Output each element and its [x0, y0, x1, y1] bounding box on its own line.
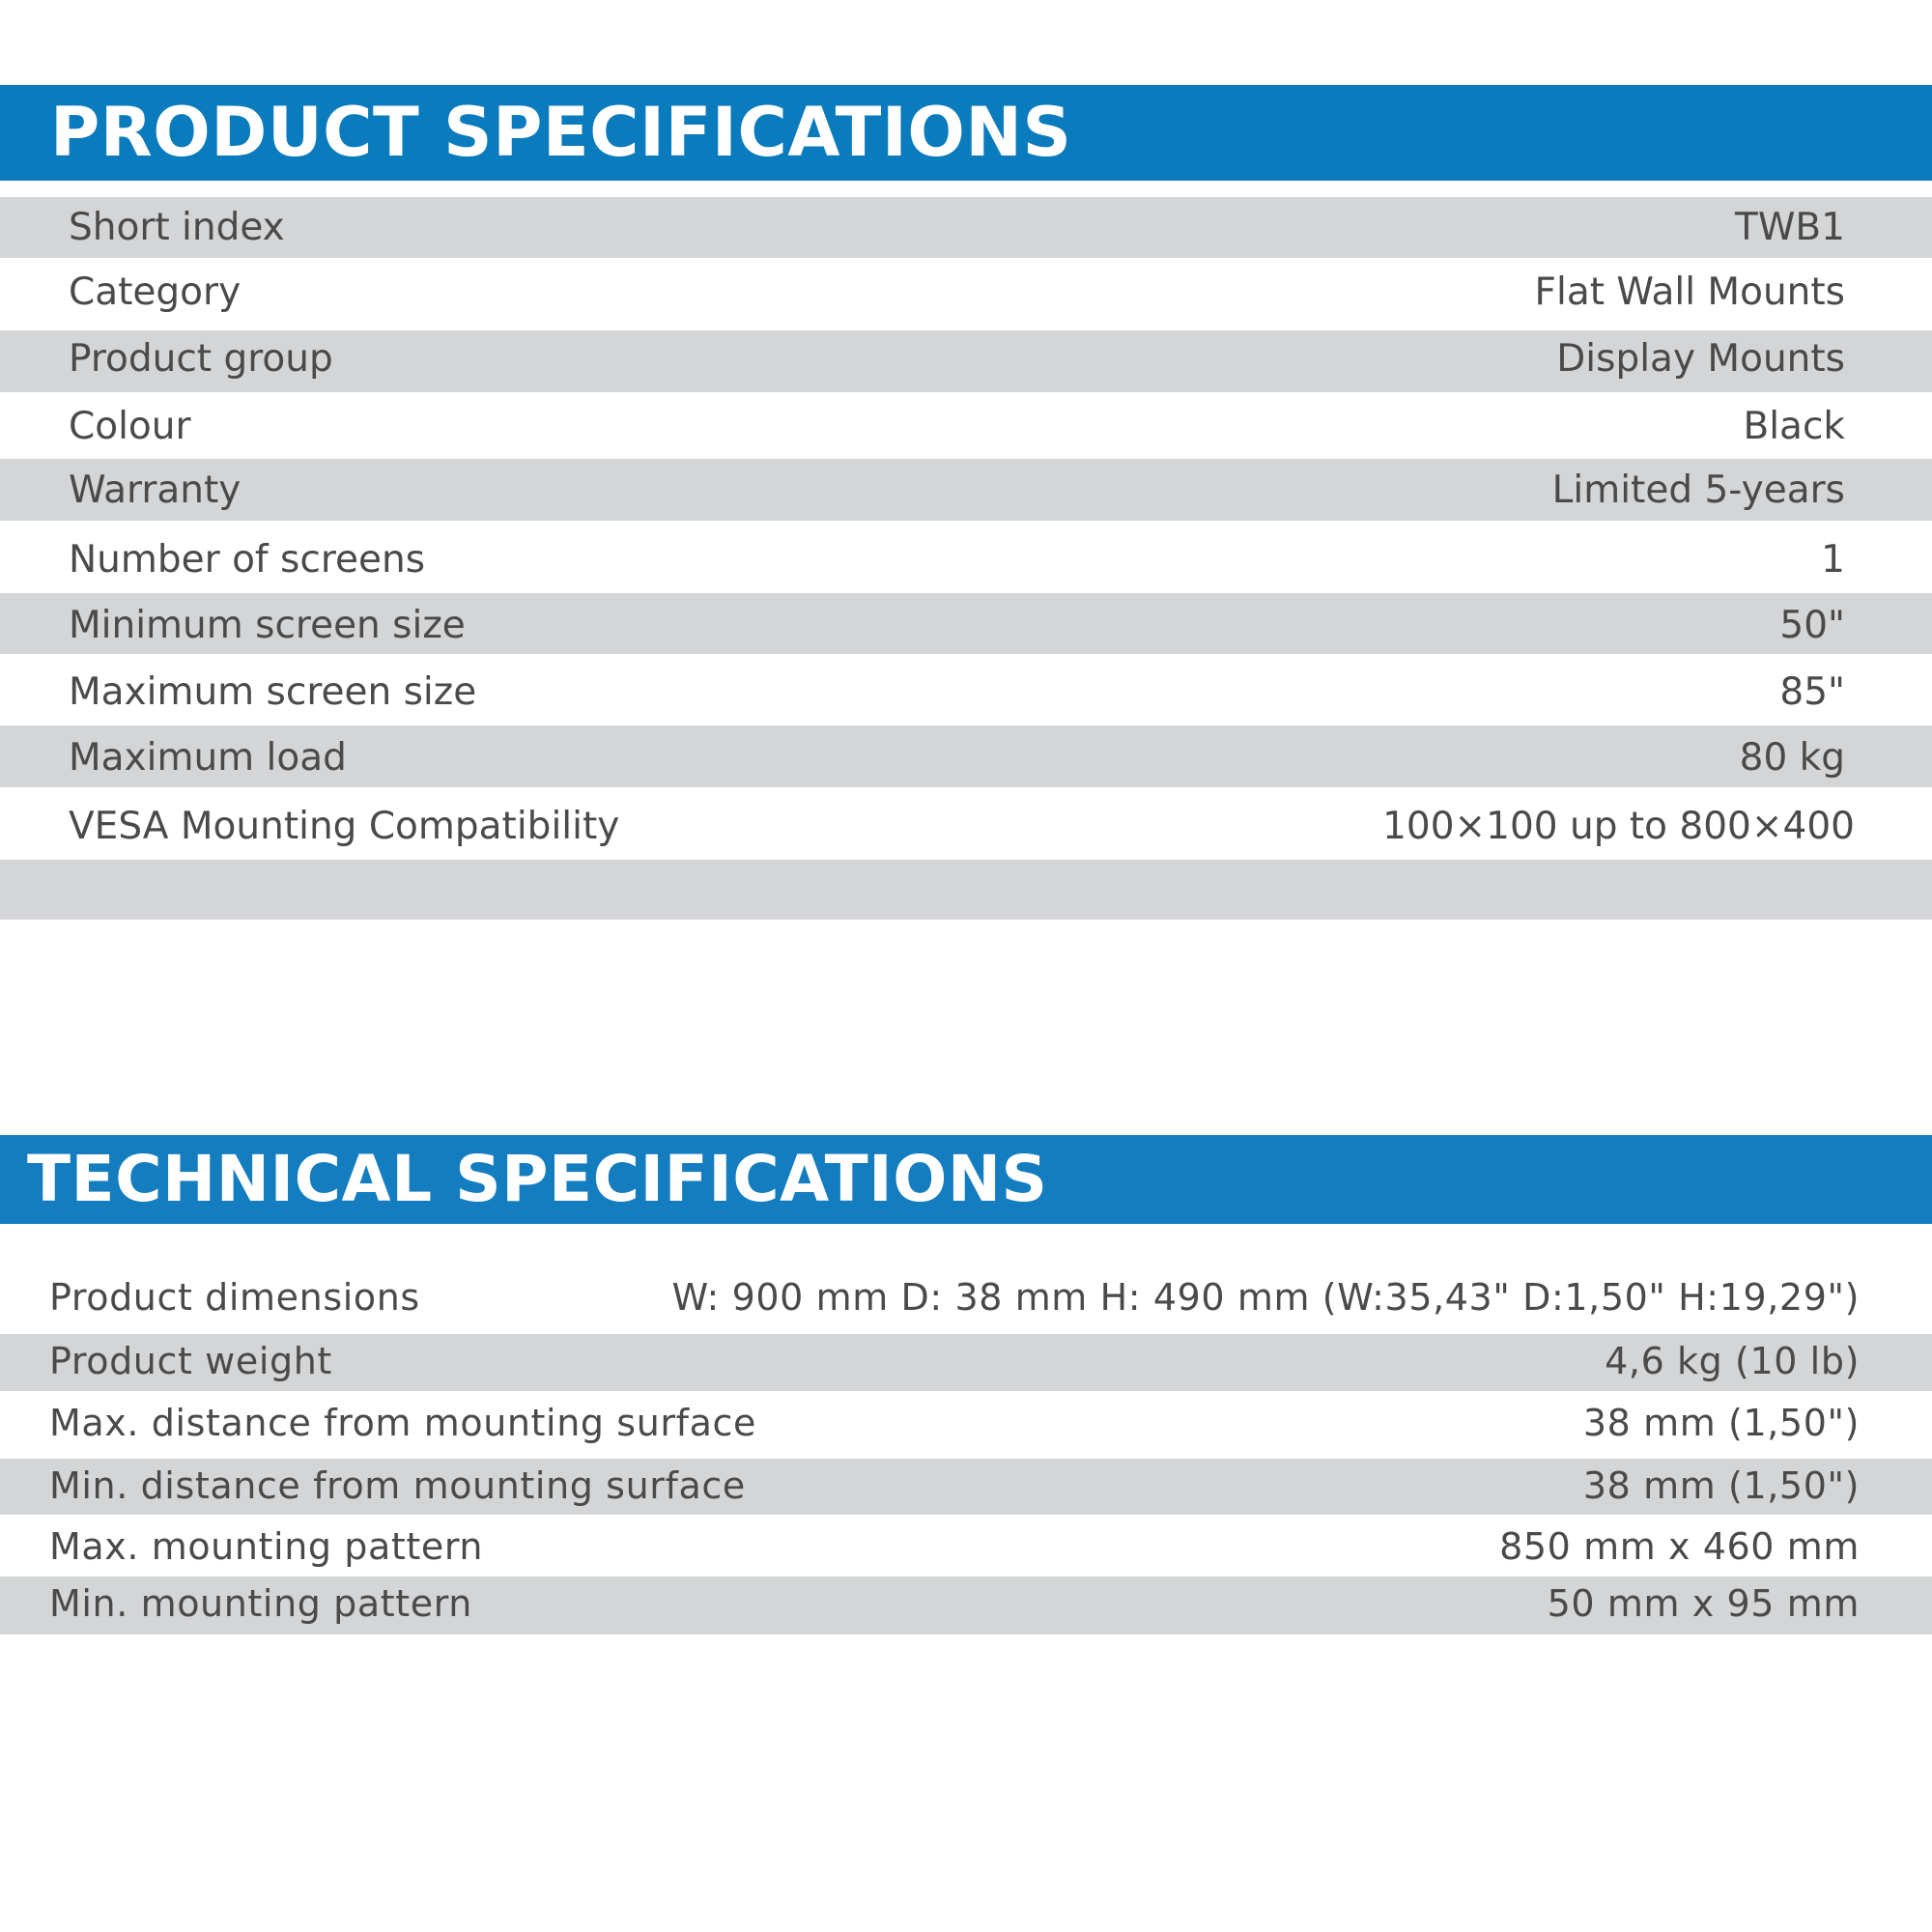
tech-value: W: 900 mm D: 38 mm H: 490 mm (W:35,43" D:1,50" H:19,29"): [671, 1276, 1860, 1319]
tech-label: Max. distance from mounting surface: [49, 1402, 756, 1444]
spec-value: Limited 5-years: [1551, 469, 1845, 512]
spec-row-minimum-screen-size: [0, 593, 1932, 654]
spec-row-warranty: [0, 459, 1932, 521]
spec-row-empty: [0, 860, 1932, 920]
tech-label: Product weight: [49, 1340, 332, 1382]
spec-value: 100×100 up to 800×400: [1382, 805, 1855, 848]
spec-label: Short index: [69, 206, 285, 249]
spec-value: 80 kg: [1739, 736, 1845, 780]
tech-label: Product dimensions: [49, 1276, 420, 1319]
spec-value: 85": [1779, 670, 1845, 714]
spec-row-category: [0, 258, 1932, 330]
tech-row-min-mounting-pattern: [0, 1577, 1932, 1634]
tech-label: Min. distance from mounting surface: [49, 1464, 746, 1507]
tech-value: 4,6 kg (10 lb): [1605, 1340, 1860, 1382]
product-specifications-heading: PRODUCT SPECIFICATIONS: [0, 85, 1932, 181]
tech-row-product-dimensions: [0, 1265, 1932, 1334]
spec-label: Minimum screen size: [69, 604, 466, 647]
spec-label: Number of screens: [69, 538, 426, 582]
spec-value: TWB1: [1735, 206, 1845, 249]
tech-value: 38 mm (1,50"): [1582, 1464, 1860, 1507]
tech-value: 50 mm x 95 mm: [1547, 1582, 1860, 1625]
spec-value: Flat Wall Mounts: [1534, 270, 1845, 314]
spec-label: Category: [69, 270, 242, 314]
tech-row-product-weight: [0, 1334, 1932, 1391]
spec-row-product-group: [0, 330, 1932, 392]
spec-value: 1: [1821, 538, 1845, 582]
tech-label: Min. mounting pattern: [49, 1582, 472, 1625]
spec-row-maximum-screen-size: [0, 654, 1932, 725]
tech-value: 850 mm x 460 mm: [1499, 1525, 1860, 1568]
spec-value: 50": [1779, 604, 1845, 647]
spec-label: Warranty: [69, 469, 242, 512]
tech-row-max-mounting-pattern: [0, 1515, 1932, 1577]
technical-specifications-heading: TECHNICAL SPECIFICATIONS: [0, 1135, 1932, 1224]
spec-label: Product group: [69, 337, 333, 381]
spec-row-short-index: [0, 197, 1932, 258]
spec-value: Display Mounts: [1556, 337, 1845, 381]
spec-row-maximum-load: [0, 725, 1932, 787]
tech-row-max-distance: [0, 1391, 1932, 1459]
tech-value: 38 mm (1,50"): [1582, 1402, 1860, 1444]
spec-label: Colour: [69, 405, 191, 448]
spec-label: Maximum screen size: [69, 670, 477, 714]
spec-row-number-of-screens: [0, 521, 1932, 593]
spec-row-vesa-compatibility: [0, 787, 1932, 860]
spec-label: VESA Mounting Compatibility: [69, 805, 620, 848]
spec-label: Maximum load: [69, 736, 347, 780]
tech-label: Max. mounting pattern: [49, 1525, 484, 1568]
tech-row-min-distance: [0, 1459, 1932, 1515]
spec-value: Black: [1743, 405, 1845, 448]
spec-row-colour: [0, 392, 1932, 459]
